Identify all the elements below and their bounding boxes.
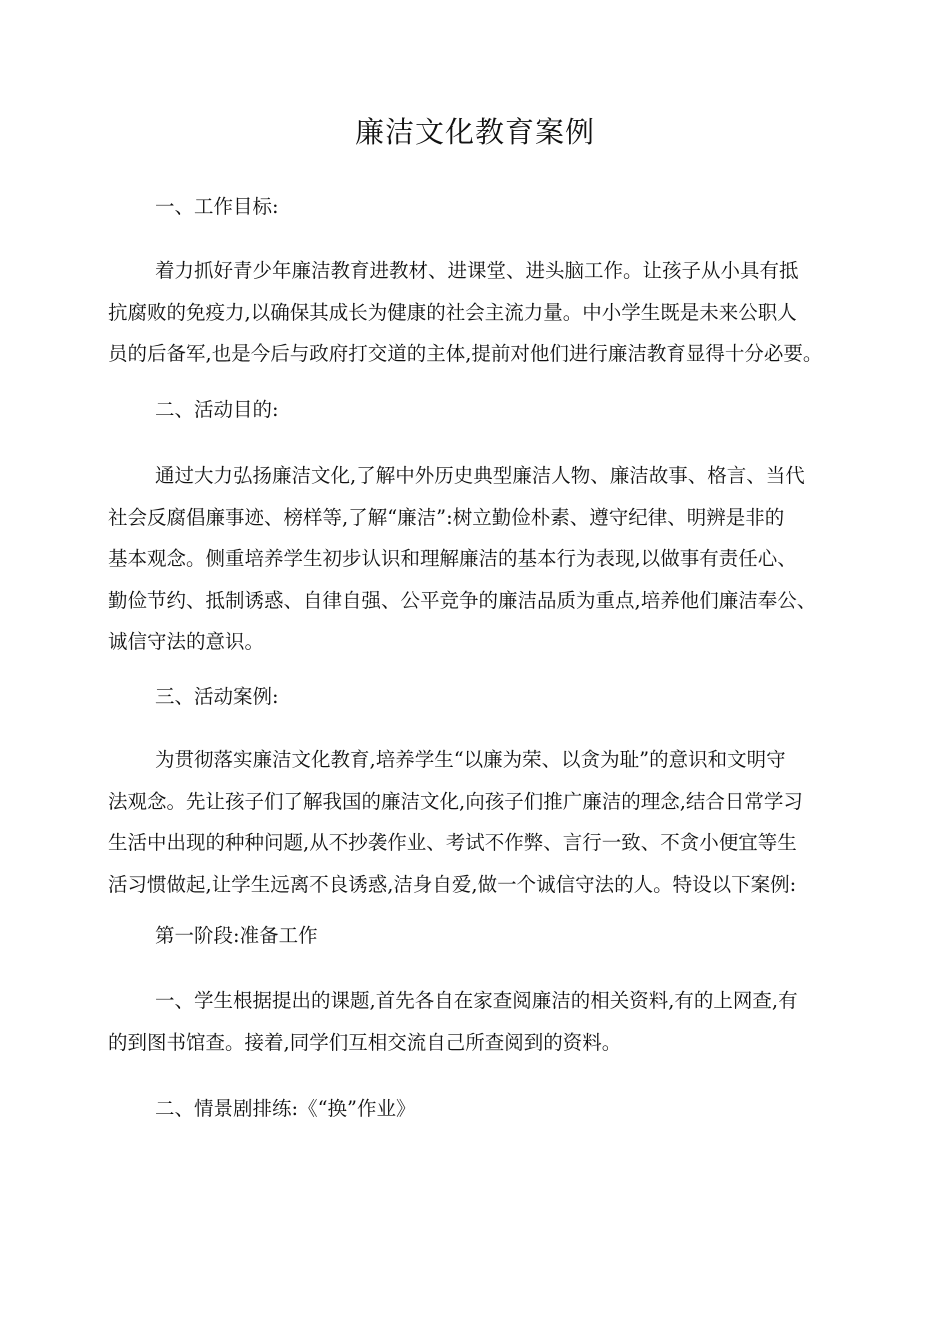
- stage-heading-preparation: 第一阶段:准备工作: [155, 924, 318, 947]
- paragraph-line: 一、学生根据提出的课题,首先各自在家查阅廉洁的相关资料,有的上网查,有: [155, 989, 798, 1012]
- section-heading-goals: 一、工作目标:: [155, 195, 279, 218]
- stage-item2-heading: 二、情景剧排练:《“换”作业》: [155, 1097, 416, 1120]
- paragraph-line: 勤俭节约、抵制诱惑、自律自强、公平竞争的廉洁品质为重点,培养他们廉洁奉公、: [108, 588, 817, 612]
- paragraph-line: 的到图书馆查。接着,同学们互相交流自己所查阅到的资料。: [108, 1030, 622, 1054]
- paragraph-line: 社会反腐倡廉事迹、榜样等,了解“廉洁”:树立勤俭朴素、遵守纪律、明辨是非的: [108, 505, 785, 529]
- stage-paragraph-item1: [108, 980, 848, 1063]
- paragraph-line: 着力抓好青少年廉洁教育进教材、进课堂、进头脑工作。让孩子从小具有抵: [155, 259, 799, 282]
- paragraph-line: 基本观念。侧重培养学生初步认识和理解廉洁的基本行为表现,以做事有责任心、: [108, 547, 797, 570]
- paragraph-line: 为贯彻落实廉洁文化教育,培养学生“以廉为荣、以贪为耻”的意识和文明守: [155, 748, 786, 771]
- paragraph-line: 诚信守法的意识。: [108, 630, 265, 653]
- document-title: 廉洁文化教育案例: [354, 115, 595, 149]
- section-paragraph-purpose: [108, 455, 848, 663]
- paragraph-line: 员的后备军,也是今后与政府打交道的主体,提前对他们进行廉洁教育显得十分必要。: [108, 342, 823, 365]
- section-heading-purpose: 二、活动目的:: [155, 398, 279, 421]
- paragraph-line: 生活中出现的种种问题,从不抄袭作业、考试不作弊、言行一致、不贪小便宜等生: [108, 831, 797, 854]
- paragraph-line: 法观念。先让孩子们了解我国的廉洁文化,向孩子们推广廉洁的理念,结合日常学习: [108, 789, 803, 813]
- paragraph-line: 通过大力弘扬廉洁文化,了解中外历史典型廉洁人物、廉洁故事、格言、当代: [155, 464, 805, 487]
- section-paragraph-cases: [108, 739, 848, 905]
- section-heading-cases: 三、活动案例:: [155, 685, 279, 708]
- section-paragraph-goals: [108, 250, 848, 375]
- paragraph-line: 活习惯做起,让学生远离不良诱惑,洁身自爱,做一个诚信守法的人。特设以下案例:: [108, 872, 797, 896]
- paragraph-line: 抗腐败的免疫力,以确保其成长为健康的社会主流力量。中小学生既是未来公职人: [108, 300, 797, 324]
